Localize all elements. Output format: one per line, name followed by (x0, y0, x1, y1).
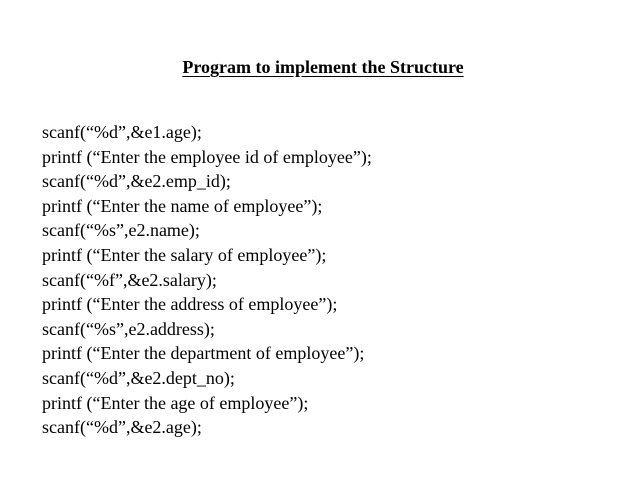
code-line: printf (“Enter the age of employee”); (42, 392, 309, 413)
slide-title: Program to implement the Structure (182, 57, 464, 77)
code-line: scanf(“%f”,&e2.salary); (42, 269, 217, 290)
code-line: scanf(“%s”,e2.address); (42, 318, 215, 339)
code-line: printf (“Enter the salary of employee”); (42, 244, 327, 265)
code-line: printf (“Enter the employee id of employee”); (42, 146, 372, 167)
code-line: printf (“Enter the address of employee”); (42, 294, 338, 315)
code-line: scanf(“%d”,&e2.emp_id); (42, 171, 231, 192)
code-line: scanf(“%d”,&e2.dept_no); (42, 367, 235, 388)
code-line: printf (“Enter the name of employee”); (42, 195, 323, 216)
code-line: scanf(“%d”,&e1.age); (42, 122, 202, 142)
code-line: scanf(“%s”,e2.name); (42, 220, 200, 241)
code-listing (42, 120, 372, 440)
code-line: scanf(“%d”,&e2.age); (42, 417, 202, 438)
code-line: printf (“Enter the department of employee”); (42, 343, 365, 364)
